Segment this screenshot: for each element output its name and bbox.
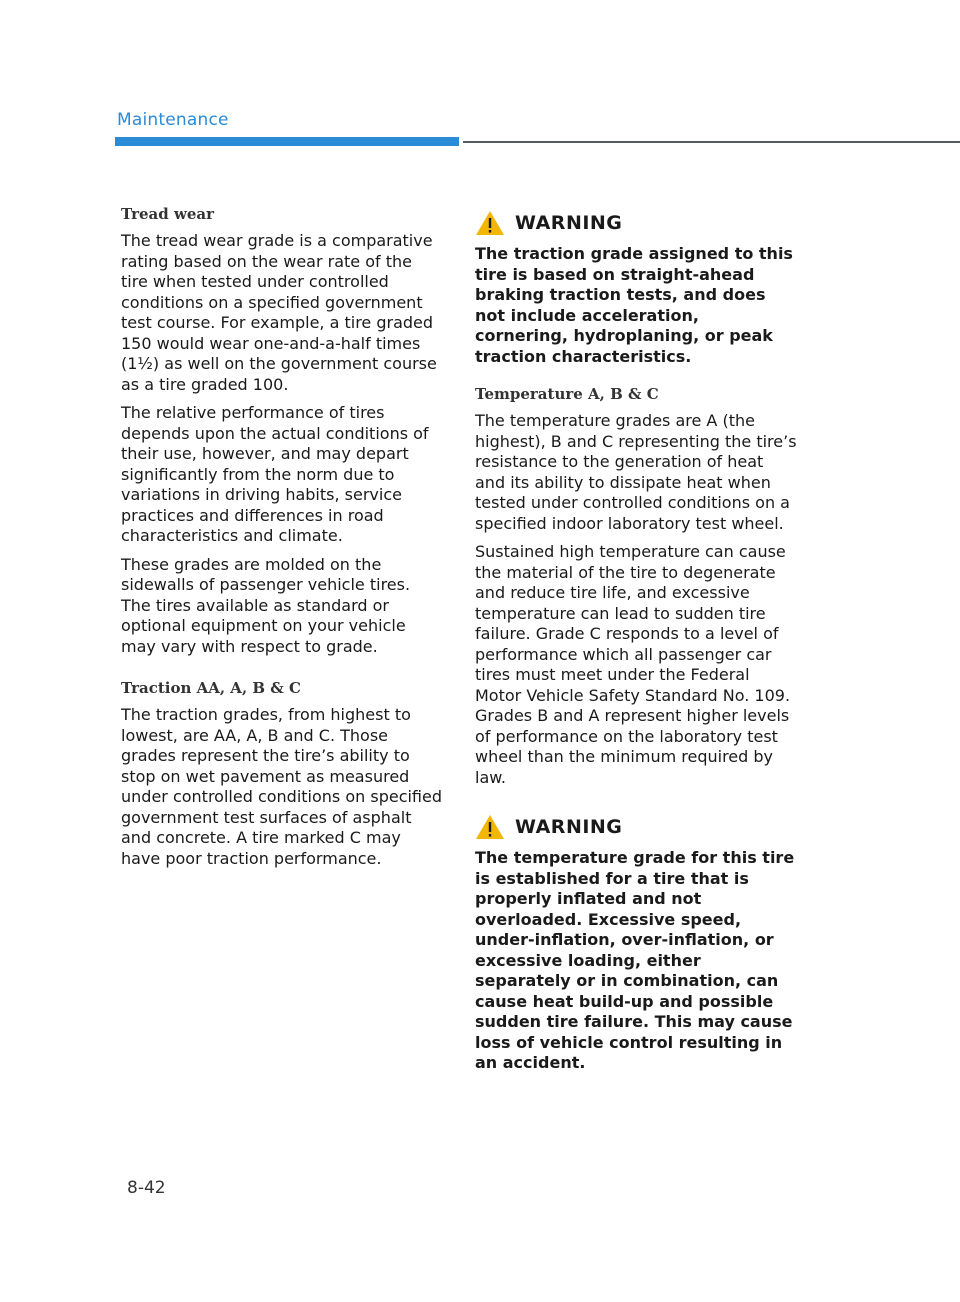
warning-header	[475, 210, 797, 236]
warning-text: The traction grade assigned to this tire is based on straight-ahead braking traction tests, and does not include acceleration, cornering, hydroplaning, or peak traction characteristics.	[475, 244, 793, 366]
warning-triangle-icon	[475, 210, 505, 236]
page-number: 8-42	[127, 1178, 166, 1198]
header-accent-bar	[115, 137, 459, 146]
warning-box-temperature	[475, 814, 797, 1074]
left-column	[121, 205, 443, 877]
treadwear-paragraph: The tread wear grade is a comparative rating based on the wear rate of the tire when tested under controlled conditions on a specified government test course. For example, a tire graded 150 would wear one-and-a-half times (1½) as well on the government course as a tire graded 100.	[121, 231, 437, 394]
section-title: Maintenance	[117, 110, 229, 130]
temperature-paragraph: The temperature grades are A (the highest), B and C representing the tire’s resistance to the generation of heat and its ability to dissipate heat when tested under controlled conditions on a specified indoor laboratory test wheel.	[475, 411, 797, 533]
temperature-heading: Temperature A, B & C	[475, 385, 659, 403]
warning-text: The temperature grade for this tire is established for a tire that is properly inflated and not overloaded. Excessive speed, under-inflation, over-inflation, or excessive loading, either separately or in combination, can cause heat build-up and possible sudden tire failure. This may cause loss of vehicle control resulting in an accident.	[475, 848, 795, 1072]
right-column	[475, 210, 797, 1092]
header-divider	[463, 141, 960, 143]
traction-heading: Traction AA, A, B & C	[121, 679, 301, 697]
warning-header	[475, 814, 797, 840]
treadwear-paragraph: These grades are molded on the sidewalls of passenger vehicle tires. The tires available as standard or optional equipment on your vehicle may vary with respect to grade.	[121, 554, 411, 656]
warning-box-traction	[475, 210, 797, 367]
treadwear-heading: Tread wear	[121, 205, 215, 223]
traction-paragraph: The traction grades, from highest to lowest, are AA, A, B and C. Those grades represent the tire’s ability to stop on wet pavement as measured under controlled conditions on specified government test surfaces of asphalt and concrete. A tire marked C may have poor traction performance.	[121, 705, 443, 868]
temperature-paragraph: Sustained high temperature can cause the material of the tire to degenerate and reduce tire life, and excessive temperature can lead to sudden tire failure. Grade C responds to a level of performance which all passenger car tires must meet under the Federal Motor Vehicle Safety Standard No. 109. Grades B and A represent higher levels of performance on the laboratory test wheel than the minimum required by law.	[475, 542, 791, 787]
warning-triangle-icon	[475, 814, 505, 840]
warning-title: WARNING	[515, 212, 623, 234]
warning-title: WARNING	[515, 816, 623, 838]
treadwear-paragraph: The relative performance of tires depends upon the actual conditions of their use, however, and may depart significantly from the norm due to variations in driving habits, service practices and differences in road characteristics and climate.	[121, 403, 429, 545]
